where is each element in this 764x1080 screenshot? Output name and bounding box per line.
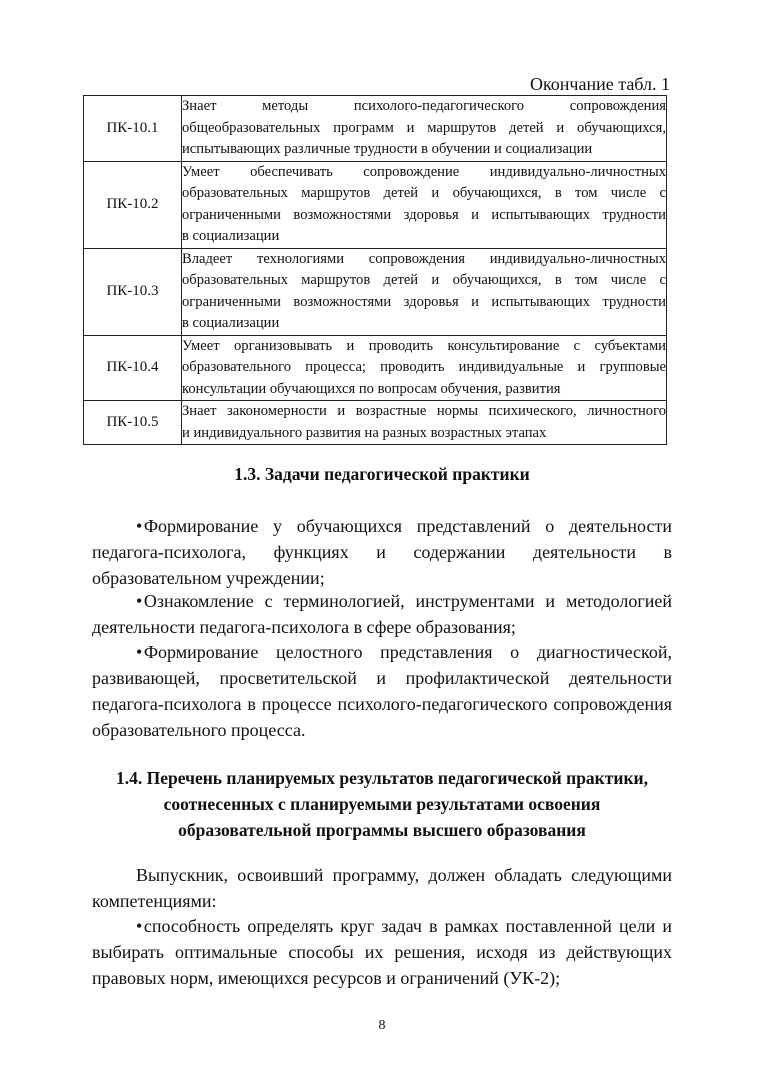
description-line: испытывающих различные трудности в обучении и социализации <box>182 141 593 157</box>
table-row <box>84 248 667 335</box>
competency-code: ПК-10.3 <box>84 248 182 335</box>
task-bullet-1: • Формирование у обучающихся представлений о деятельности педагога-психолога, функциях и содержании деятельности в образовательном учреждении; <box>92 516 672 588</box>
description-line: Знает закономерности и возрастные нормы психического, личностного <box>182 403 666 419</box>
competency-description <box>182 335 667 401</box>
heading-line: образовательной программы высшего образования <box>178 820 586 840</box>
table-row <box>84 161 667 248</box>
table-row <box>84 401 667 445</box>
competency-description <box>182 161 667 248</box>
description-line: образовательных маршрутов детей и обучающихся, в том числе с <box>182 185 666 201</box>
competency-code: ПК-10.4 <box>84 335 182 401</box>
description-line: общеобразовательных программ и маршрутов детей и обучающихся, <box>182 119 666 136</box>
competency-code: ПК-10.5 <box>84 401 182 445</box>
bullet-icon: • <box>136 916 143 936</box>
page-number: 8 <box>378 1018 386 1033</box>
table-caption: Окончание табл. 1 <box>529 74 670 94</box>
description-line: Владеет технологиями сопровождения индивидуально-личностных <box>182 250 666 267</box>
heading-line: 1.4. Перечень планируемых результатов педагогической практики, <box>116 768 648 788</box>
intro-paragraph: Выпускник, освоивший программу, должен обладать следующими компетенциями: <box>92 865 672 911</box>
competency-code: ПК-10.2 <box>84 161 182 248</box>
bullet-icon: • <box>136 642 143 662</box>
description-line: консультации обучающихся по вопросам обучения, развития <box>182 380 561 397</box>
description-line: образовательных маршрутов детей и обучающихся, в том числе с <box>182 272 666 288</box>
description-line: Умеет организовывать и проводить консультирование с субъектами <box>182 337 666 354</box>
description-line: Знает методы психолого-педагогического сопровождения <box>182 98 666 114</box>
bullet-icon: • <box>136 516 143 536</box>
description-line: в социализации <box>182 228 280 244</box>
competency-description <box>182 401 667 445</box>
competency-description <box>182 248 667 335</box>
description-line: образовательного процесса; проводить индивидуальные и групповые <box>182 359 666 375</box>
competency-table <box>83 95 667 445</box>
section-heading-1-4 <box>0 765 764 843</box>
bullet-icon: • <box>136 591 143 611</box>
description-line: в социализации <box>182 315 280 331</box>
task-bullet-2: • Ознакомление с терминологией, инструментами и методологией деятельности педагога-психолога в сфере образования; <box>92 591 672 637</box>
competence-bullet-1: • способность определять круг задач в рамках поставленной цели и выбирать оптимальные способы их решения, исходя из действующих правовых норм, имеющихся ресурсов и ограничений (УК-2); <box>92 916 672 988</box>
competency-description <box>182 96 667 162</box>
heading-line: соотнесенных с планируемыми результатами освоения <box>163 794 601 814</box>
section-heading-1-3: 1.3. Задачи педагогической практики <box>234 464 530 484</box>
task-bullet-3: • Формирование целостного представления о диагностической, развивающей, просветительской и профилактической деятельности педагога-психолога в процессе психолого-педагогического сопровождения образовательного процесса. <box>92 642 672 740</box>
table-row <box>84 335 667 401</box>
competency-code: ПК-10.1 <box>84 96 182 162</box>
description-line: ограниченными возможностями здоровья и испытывающих трудности <box>182 293 666 310</box>
description-line: Умеет обеспечивать сопровождение индивидуально-личностных <box>182 163 666 180</box>
description-line: и индивидуального развития на разных возрастных этапах <box>182 424 547 441</box>
table-row <box>84 96 667 162</box>
description-line: ограниченными возможностями здоровья и испытывающих трудности <box>182 206 666 223</box>
